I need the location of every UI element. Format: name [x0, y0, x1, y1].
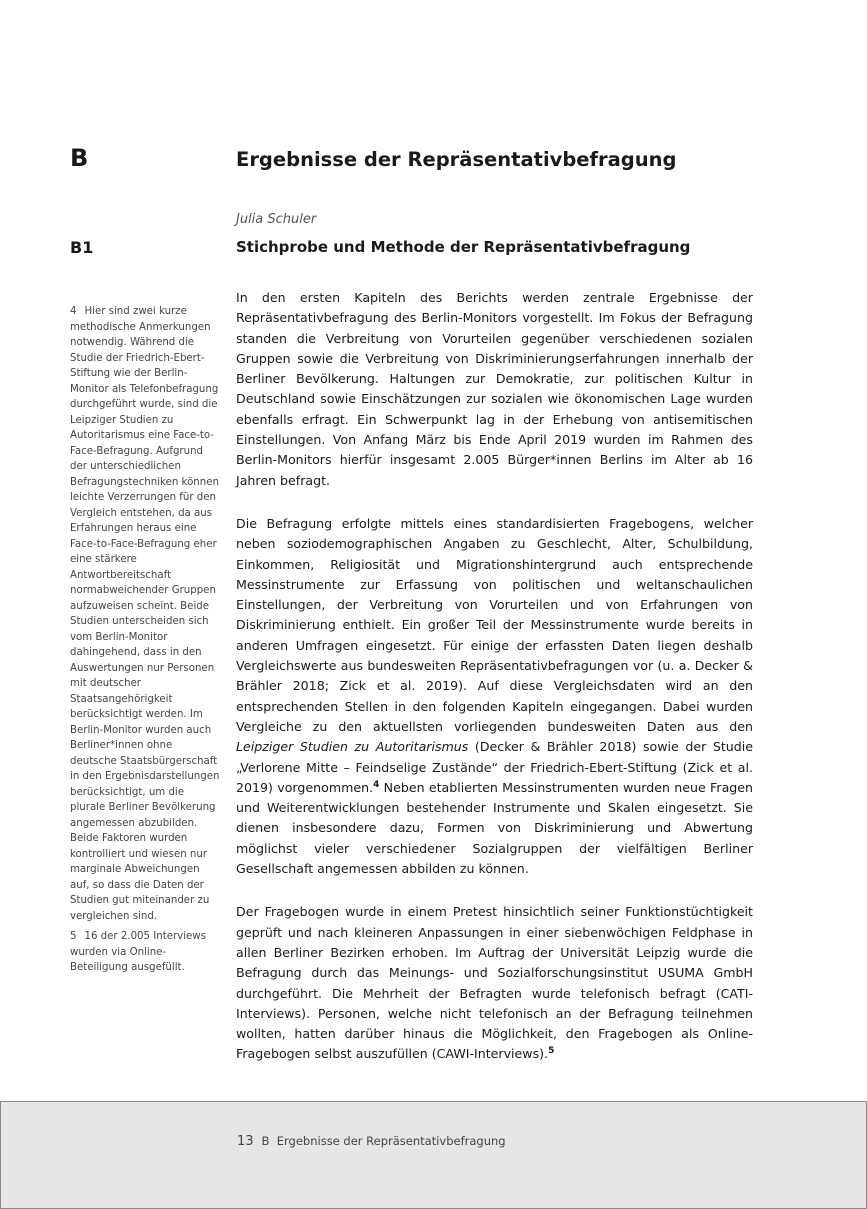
footnote-sidebar [70, 304, 222, 981]
paragraph-3 [236, 902, 753, 1064]
footnote-4 [70, 304, 222, 924]
page-footer [0, 1101, 867, 1209]
footnote-ref-4[interactable]: 4 [373, 779, 380, 790]
page-title: Ergebnisse der Repräsentativbefragung [236, 148, 677, 171]
paragraph-2 [236, 514, 753, 879]
subsection-title: Stichprobe und Methode der Repräsentativbefragung [236, 238, 691, 256]
section-letter: B [70, 144, 89, 172]
footer-line [237, 1130, 506, 1149]
subsection-number: B1 [70, 238, 94, 257]
footnote-ref-5[interactable]: 5 [548, 1046, 555, 1057]
paragraph-2-text-b: (Decker & Brähler 2018) sowie der Studie „Verlorene Mitte – Feindselige Zustände“ der Friedrich-Ebert-Stiftung (Zick et al. 2019) vorgenommen. [236, 739, 753, 795]
footnote-number: 5 [70, 931, 77, 942]
page-number: 13 [237, 1134, 254, 1149]
study-title-italic: Leipziger Studien zu Autoritarismus [236, 739, 469, 755]
footnote-text: Hier sind zwei kurze methodische Anmerkungen notwendig. Während die Studie der Friedrich-Ebert-Stiftung wie der Berlin-Monitor als Telefonbefragung durchgeführt wurde, sind die Leipziger Studien zu Autoritarismus eine Face-to-Face-Befragung. Aufgrund der unterschiedlichen Befragungstechniken können leichte Verzerrungen für den Vergleich entstehen, da aus Erfahrungen heraus eine Face-to-Face-Befragung eher eine stärkere Antwortbereitschaft normabweichender Gruppen aufzuweisen scheint. Beide Studien unterscheiden sich vom Berlin-Monitor dahingehend, dass in den Auswertungen nur Personen mit deutscher Staatsangehörigkeit berücksichtigt werden. Im Berlin-Monitor wurden auch Berliner*innen ohne deutsche Staatsbürgerschaft in den Ergebnisdarstellungen berücksichtigt, um die plurale Berliner Bevölkerung angemessen abzubilden. Beide Faktoren wurden kontrolliert und wiesen nur marginale Abweichungen auf, so dass die Daten der Studien gut miteinander zu vergleichen sind. [70, 306, 220, 922]
paragraph-2-text-c: Neben etablierten Messinstrumenten wurden neue Fragen und Weiterentwicklungen bestehender Instrumente und Skalen eingesetzt. Sie dienen insbesondere dazu, Formen von Diskriminierung und Abwertung möglichst vieler verschiedener Sozialgruppen der vielfältigen Berliner Gesellschaft angemessen abbilden zu können. [236, 779, 754, 877]
footnote-text: 16 der 2.005 Interviews wurden via Online-Beteiligung ausgefüllt. [70, 931, 206, 973]
footnote-5 [70, 929, 222, 976]
author-name: Julia Schuler [236, 212, 317, 227]
paragraph-2-text-a: Die Befragung erfolgte mittels eines standardisierten Fragebogens, welcher neben soziodemographischen Angaben zu Geschlecht, Alter, Schulbildung, Einkommen, Religiosität und Migrationshintergrund auch entsprechende Messinstrumente zur Erfassung von politischen und weltanschaulichen Einstellungen, der Verbreitung von Vorurteilen und von Erfahrungen von Diskriminierung enthielt. Ein großer Teil der Messinstrumente wurde bereits in anderen Umfragen eingesetzt. Für einige der erfassten Daten liegen deshalb Vergleichswerte aus bundesweiten Repräsentativbefragungen vor (u. a. Decker & Brähler 2018; Zick et al. 2019). Auf diese Vergleichsdaten wird an den entsprechenden Stellen in den folgenden Kapiteln eingegangen. Dabei wurden Vergleiche zu den aktuellsten vorliegenden bundesweiten Daten aus den [236, 515, 753, 734]
main-text [236, 288, 753, 1088]
paragraph-1: In den ersten Kapiteln des Berichts werden zentrale Ergebnisse der Repräsentativbefragung des Berlin-Monitors vorgestellt. Im Fokus der Befragung standen die Verbreitung von Vorurteilen gegenüber verschiedenen sozialen Gruppen sowie die Verbreitung von Diskriminierungserfahrungen innerhalb der Berliner Bevölkerung. Haltungen zur Demokratie, zur politischen Kultur in Deutschland sowie Einschätzungen zur sozialen wie ökonomischen Lage wurden ebenfalls erfragt. Ein Schwerpunkt lag in der Erhebung von antisemitischen Einstellungen. Von Anfang März bis Ende April 2019 wurden im Rahmen des Berlin-Monitors hierfür insgesamt 2.005 Bürger*innen Berlins im Alter ab 16 Jahren befragt. [236, 290, 753, 488]
footnote-number: 4 [70, 306, 77, 317]
running-title: B Ergebnisse der Repräsentativbefragung [261, 1134, 506, 1148]
paragraph-3-text: Der Fragebogen wurde in einem Pretest hinsichtlich seiner Funktionstüchtigkeit geprüft und nach kleineren Anpassungen in einer siebenwöchigen Feldphase in allen Berliner Bezirken erhoben. Im Auftrag der Universität Leipzig wurde die Befragung durch das Meinungs- und Sozialforschungsinstitut USUMA GmbH durchgeführt. Die Mehrheit der Befragten wurde telefonisch befragt (CATI-Interviews). Personen, welche nicht telefonisch an der Befragung teilnehmen wollten, hatten darüber hinaus die Möglichkeit, den Fragebogen als Online-Fragebogen selbst auszufüllen (CAWI-Interviews). [236, 904, 753, 1062]
